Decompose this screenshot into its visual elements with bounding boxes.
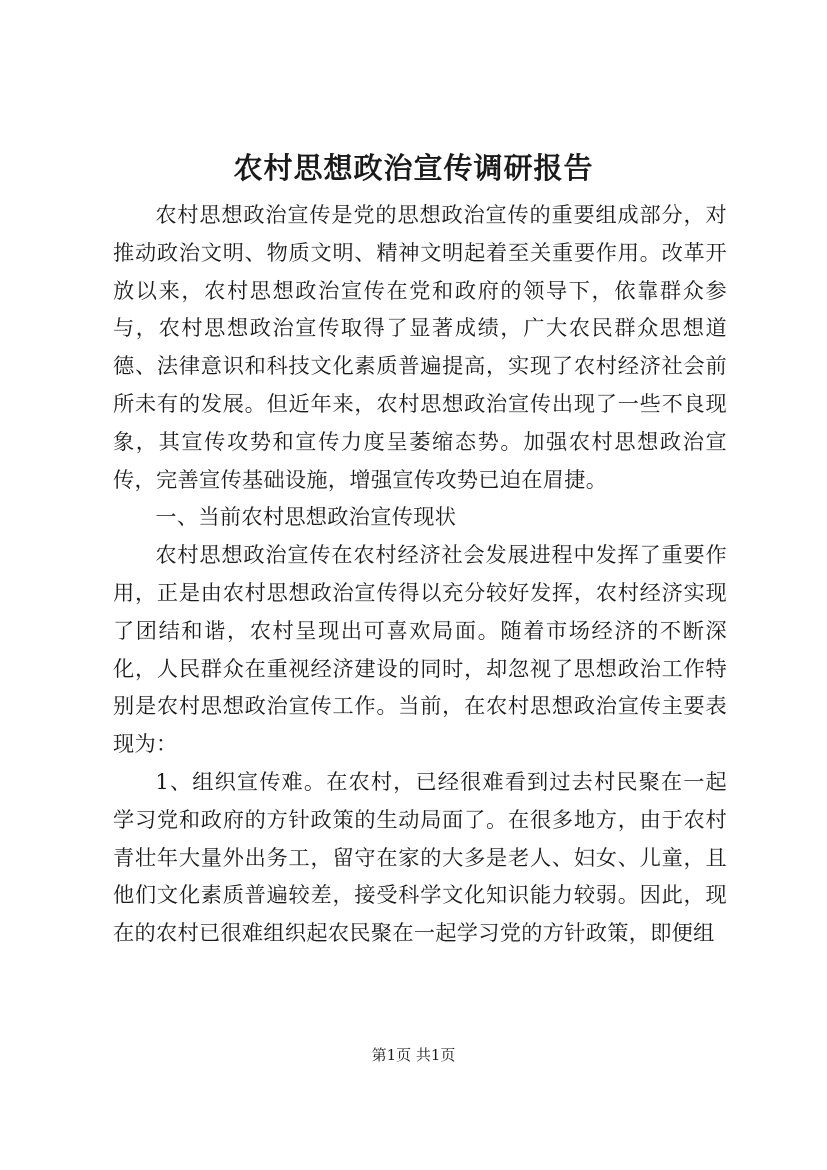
section-heading: 一、当前农村思想政治宣传现状 xyxy=(155,504,457,530)
document-body xyxy=(113,196,727,952)
page-number-footer xyxy=(0,1044,827,1066)
paragraph-status: 农村思想政治宣传在农村经济社会发展进程中发挥了重要作用，正是由农村思想政治宣传得以充分较好发挥，农村经济实现了团结和谐，农村呈现出可喜欢局面。随着市场经济的不断深化，人民群众在重视经济建设的同时，却忽视了思想政治工作特别是农村思想政治宣传工作。当前，在农村思想政治宣传主要表现为： xyxy=(113,542,727,757)
page-number-label: 第1页 共1页 xyxy=(371,1046,456,1064)
paragraph-intro: 农村思想政治宣传是党的思想政治宣传的重要组成部分，对推动政治文明、物质文明、精神文明起着至关重要作用。改革开放以来，农村思想政治宣传在党和政府的领导下，依靠群众参与，农村思想政治宣传取得了显著成绩，广大农民群众思想道德、法律意识和科技文化素质普遍提高，实现了农村经济社会前所未有的发展。但近年来，农村思想政治宣传出现了一些不良现象，其宣传攻势和宣传力度呈萎缩态势。加强农村思想政治宣传，完善宣传基础设施，增强宣传攻势已迫在眉捷。 xyxy=(113,202,727,492)
paragraph-item-1: 1、组织宣传难。在农村，已经很难看到过去村民聚在一起学习党和政府的方针政策的生动局面了。在很多地方，由于农村青壮年大量外出务工，留守在家的大多是老人、妇女、儿童，且他们文化素质普遍较差，接受科学文化知识能力较弱。因此，现在的农村已很难组织起农民聚在一起学习党的方针政策，即便组 xyxy=(113,768,727,946)
document-title: 农村思想政治宣传调研报告 xyxy=(233,151,594,185)
